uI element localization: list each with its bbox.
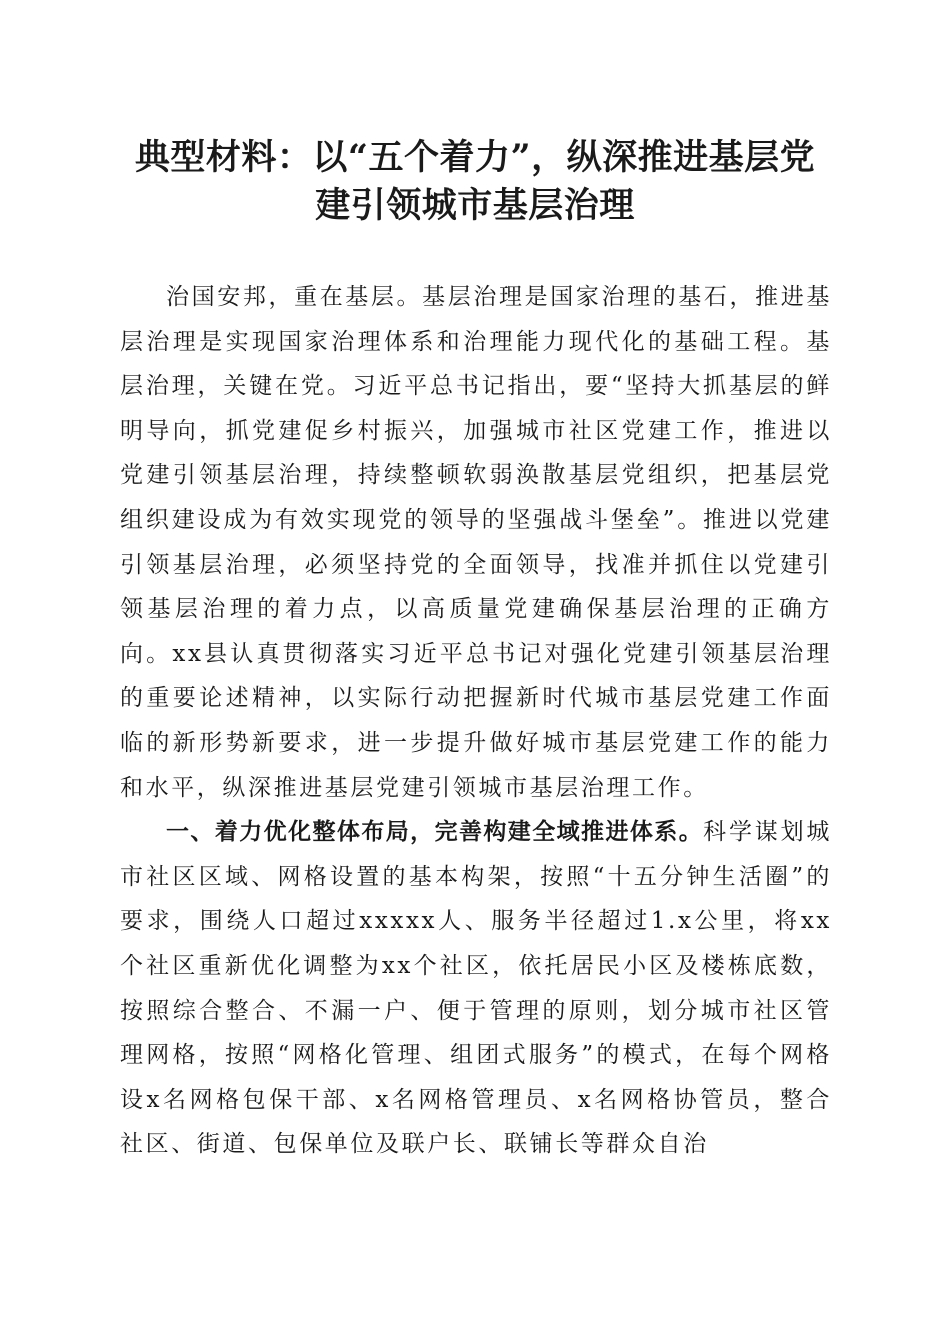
document-title — [110, 134, 840, 230]
title-line-2: 建引领城市基层治理 — [315, 185, 635, 226]
section-1-heading: 一、着力优化整体布局，完善构建全域推进体系。 — [166, 819, 704, 846]
section-1-text: 科学谋划城市社区区域、网格设置的基本构架，按照“十五分钟生活圈”的要求，围绕人口超过xxxxx人、服务半径超过1.x公里，将xx个社区重新优化调整为xx个社区，依托居民小区及楼栋底数，按照综合整合、不漏一户、便于管理的原则，划分城市社区管理网格，按照“网格化管理、组团式服务”的模式，在每个网格设x名网格包保干部、x名网格管理员、x名网格协管员，整合社区、街道、包保单位及联户长、联铺长等群众自治 — [120, 819, 833, 1158]
title-line-1: 典型材料：以“五个着力”，纵深推进基层党 — [134, 137, 816, 178]
section-1-paragraph — [120, 810, 832, 1167]
document-body — [120, 275, 832, 1167]
intro-paragraph: 治国安邦，重在基层。基层治理是国家治理的基石，推进基层治理是实现国家治理体系和治理能力现代化的基础工程。基层治理，关键在党。习近平总书记指出，要“坚持大抓基层的鲜明导向，抓党建促乡村振兴，加强城市社区党建工作，推进以党建引领基层治理，持续整顿软弱涣散基层党组织，把基层党组织建设成为有效实现党的领导的坚强战斗堡垒”。推进以党建引领基层治理，必须坚持党的全面领导，找准并抓住以党建引领基层治理的着力点，以高质量党建确保基层治理的正确方向。xx县认真贯彻落实习近平总书记对强化党建引领基层治理的重要论述精神，以实际行动把握新时代城市基层党建工作面临的新形势新要求，进一步提升做好城市基层党建工作的能力和水平，纵深推进基层党建引领城市基层治理工作。 — [120, 284, 832, 801]
